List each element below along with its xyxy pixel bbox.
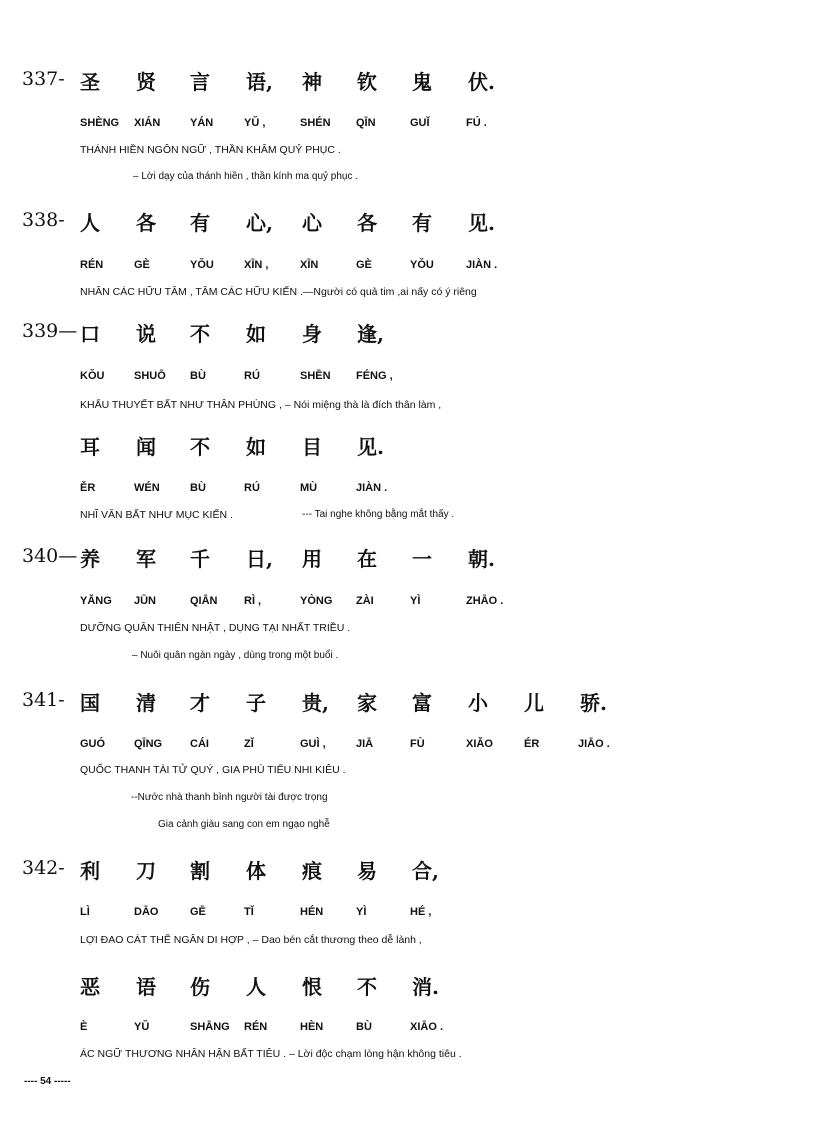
pinyin-syllable: GÈ <box>134 259 150 271</box>
pinyin-syllable: TĬ <box>244 906 254 918</box>
vietnamese-meaning: Gia cảnh giàu sang con em ngạo nghễ <box>158 819 330 830</box>
hanzi-char: 用 <box>302 547 322 571</box>
hanzi-char: 养 <box>80 547 100 571</box>
hanzi-char: 富 <box>412 691 432 715</box>
hanzi-char: 伤 <box>190 975 210 999</box>
pinyin-syllable: GUÌ , <box>300 738 326 750</box>
hanzi-char: 儿 <box>524 691 544 715</box>
pinyin-syllable: SHÈNG <box>80 117 120 129</box>
pinyin-syllable: ZĬ <box>244 738 254 750</box>
hanzi-char: 如 <box>246 435 266 459</box>
pinyin-syllable: QĪN <box>356 117 376 129</box>
pinyin-syllable: BÙ <box>356 1021 372 1033</box>
hanzi-char: 口 <box>80 322 100 346</box>
hanzi-char: 朝. <box>468 547 495 571</box>
vietnamese-meaning: – Nuôi quân ngàn ngày , dùng trong một buổi . <box>132 650 339 661</box>
hanzi-char: 目 <box>302 435 322 459</box>
hanzi-char: 利 <box>80 859 100 883</box>
pinyin-syllable: ZHĀO . <box>466 595 504 607</box>
vietnamese-meaning: --Nước nhà thanh bình người tài được trọng <box>131 792 328 803</box>
pinyin-syllable: XĪN , <box>244 259 269 271</box>
hanzi-char: 体 <box>246 859 266 883</box>
hanzi-char: 身 <box>302 322 322 346</box>
pinyin-syllable: LÌ <box>80 906 90 918</box>
pinyin-syllable: GÈ <box>356 259 372 271</box>
hanzi-char: 如 <box>246 322 266 346</box>
hanzi-char: 不 <box>357 975 377 999</box>
hanzi-char: 恶 <box>80 975 100 999</box>
hanzi-char: 语, <box>246 70 273 94</box>
hanzi-char: 钦 <box>357 70 377 94</box>
pinyin-syllable: KǑU <box>80 370 105 382</box>
han-viet-reading: NHĨ VĂN BẤT NHƯ MỤC KIẾN . <box>80 509 233 521</box>
pinyin-syllable: RÉN <box>80 259 104 271</box>
pinyin-syllable: MÙ <box>300 482 318 494</box>
entry-number: 337- <box>22 68 65 90</box>
pinyin-syllable: BÙ <box>190 482 206 494</box>
vietnamese-meaning: – Lời dạy của thánh hiền , thần kính ma quỷ phục . <box>133 171 359 182</box>
pinyin-syllable: BÙ <box>190 370 206 382</box>
han-viet-reading: ÁC NGỮ THƯƠNG NHÂN HẬN BẤT TIÊU . – Lời độc chạm lòng hận không tiêu . <box>80 1048 462 1060</box>
pinyin-syllable: RÌ , <box>244 595 262 607</box>
pinyin-syllable: XIǍO <box>466 738 493 750</box>
pinyin-syllable: QIĀN <box>190 595 218 607</box>
entry-number: 338- <box>22 209 65 231</box>
hanzi-char: 人 <box>80 211 100 235</box>
pinyin-syllable: YŬ , <box>244 117 266 129</box>
hanzi-char: 不 <box>190 435 210 459</box>
hanzi-char: 贤 <box>136 70 156 94</box>
hanzi-char: 见. <box>357 435 384 459</box>
hanzi-char: 日, <box>246 547 273 571</box>
hanzi-char: 刀 <box>136 859 156 883</box>
hanzi-char: 语 <box>136 975 156 999</box>
hanzi-char: 家 <box>357 691 377 715</box>
hanzi-char: 见. <box>468 211 495 235</box>
hanzi-char: 小 <box>468 691 488 715</box>
hanzi-char: 骄. <box>580 691 607 715</box>
pinyin-syllable: YÌ <box>410 595 421 607</box>
pinyin-syllable: ĚR <box>80 482 96 494</box>
pinyin-syllable: CÁI <box>190 738 209 750</box>
pinyin-syllable: È <box>80 1021 88 1033</box>
hanzi-char: 易 <box>357 859 377 883</box>
pinyin-syllable: RÚ <box>244 482 260 494</box>
hanzi-char: 在 <box>357 547 377 571</box>
pinyin-syllable: SHĀNG <box>190 1021 230 1033</box>
hanzi-char: 圣 <box>80 70 100 94</box>
han-viet-reading: LỢI ĐAO CÁT THỂ NGÂN DI HỢP , – Dao bén cắt thương theo dễ lành , <box>80 934 422 946</box>
hanzi-char: 一 <box>412 547 432 571</box>
pinyin-syllable: YÌ <box>356 906 367 918</box>
hanzi-char: 痕 <box>302 859 322 883</box>
hanzi-char: 言 <box>190 70 210 94</box>
pinyin-syllable: GUĬ <box>410 117 430 129</box>
pinyin-syllable: YĂNG <box>80 595 112 607</box>
hanzi-char: 各 <box>357 211 377 235</box>
pinyin-syllable: FÉNG , <box>356 370 393 382</box>
han-viet-reading: NHÂN CÁC HỮU TÂM , TÂM CÁC HỮU KIẾN .—Người có quả tim ,ai nấy có ý riêng <box>80 286 477 298</box>
pinyin-syllable: RÚ <box>244 370 260 382</box>
pinyin-syllable: YŬ <box>134 1021 150 1033</box>
hanzi-char: 有 <box>190 211 210 235</box>
pinyin-syllable: HÈN <box>300 1021 324 1033</box>
hanzi-char: 心, <box>246 211 273 235</box>
hanzi-char: 子 <box>246 691 266 715</box>
hanzi-char: 逢, <box>357 322 384 346</box>
hanzi-char: 不 <box>190 322 210 346</box>
han-viet-reading: KHẨU THUYẾT BẤT NHƯ THÂN PHÙNG , – Nói miệng thà là đích thân làm , <box>80 399 442 411</box>
hanzi-char: 清 <box>136 691 156 715</box>
pinyin-syllable: HÉN <box>300 906 324 918</box>
han-viet-reading: DƯỠNG QUÂN THIÊN NHẬT , DỤNG TẠI NHẤT TRIỀU . <box>80 622 351 634</box>
pinyin-syllable: GUÓ <box>80 738 106 750</box>
pinyin-syllable: JŪN <box>134 595 157 607</box>
pinyin-syllable: DĀO <box>134 906 159 918</box>
hanzi-char: 神 <box>302 70 322 94</box>
hanzi-char: 割 <box>190 859 210 883</box>
pinyin-syllable: SHĒN <box>300 370 331 382</box>
pinyin-syllable: JIÀN . <box>356 482 388 494</box>
hanzi-char: 才 <box>190 691 210 715</box>
hanzi-char: 有 <box>412 211 432 235</box>
hanzi-char: 贵, <box>302 691 329 715</box>
pinyin-syllable: FÚ . <box>466 117 487 129</box>
hanzi-char: 消. <box>412 975 439 999</box>
pinyin-syllable: JIĀO . <box>578 738 610 750</box>
pinyin-syllable: ZÀI <box>356 595 374 607</box>
pinyin-syllable: XĪN <box>300 259 319 271</box>
pinyin-syllable: WÉN <box>134 482 160 494</box>
pinyin-syllable: FÙ <box>410 738 425 750</box>
hanzi-char: 心 <box>302 211 322 235</box>
pinyin-syllable: XIÁN <box>134 117 161 129</box>
entry-number: 342- <box>22 857 65 879</box>
pinyin-syllable: YÒNG <box>300 595 333 607</box>
hanzi-char: 国 <box>80 691 100 715</box>
hanzi-char: 伏. <box>468 70 495 94</box>
vietnamese-gloss: --- Tai nghe không bằng mắt thấy . <box>302 509 455 520</box>
hanzi-char: 闻 <box>136 435 156 459</box>
hanzi-char: 说 <box>136 322 156 346</box>
pinyin-syllable: YǑU <box>410 259 434 271</box>
pinyin-syllable: SHUŌ <box>134 370 166 382</box>
entry-number: 340— <box>22 545 78 567</box>
han-viet-reading: QUỐC THANH TÀI TỬ QUÝ , GIA PHÚ TIỂU NHI KIÊU . <box>80 764 346 776</box>
pinyin-syllable: JIĀ <box>356 738 374 750</box>
page-number: ---- 54 ----- <box>24 1076 71 1087</box>
pinyin-syllable: ÉR <box>524 738 540 750</box>
pinyin-syllable: QĪNG <box>134 738 163 750</box>
pinyin-syllable: RÉN <box>244 1021 268 1033</box>
hanzi-char: 合, <box>412 859 439 883</box>
hanzi-char: 军 <box>136 547 156 571</box>
hanzi-char: 各 <box>136 211 156 235</box>
pinyin-syllable: XIĀO . <box>410 1021 444 1033</box>
pinyin-syllable: SHÉN <box>300 117 331 129</box>
entry-number: 339— <box>22 320 78 342</box>
pinyin-syllable: YÁN <box>190 117 214 129</box>
hanzi-char: 鬼 <box>412 70 432 94</box>
hanzi-char: 恨 <box>302 975 322 999</box>
hanzi-char: 耳 <box>80 435 100 459</box>
entry-number: 341- <box>22 689 65 711</box>
han-viet-reading: THÁNH HIỀN NGÔN NGỮ , THẦN KHÂM QUỶ PHỤC . <box>80 144 341 156</box>
pinyin-syllable: YǑU <box>190 259 214 271</box>
hanzi-char: 千 <box>190 547 210 571</box>
pinyin-syllable: HÉ , <box>410 906 432 918</box>
pinyin-syllable: GĒ <box>190 906 206 918</box>
hanzi-char: 人 <box>246 975 266 999</box>
pinyin-syllable: JIÀN . <box>466 259 498 271</box>
